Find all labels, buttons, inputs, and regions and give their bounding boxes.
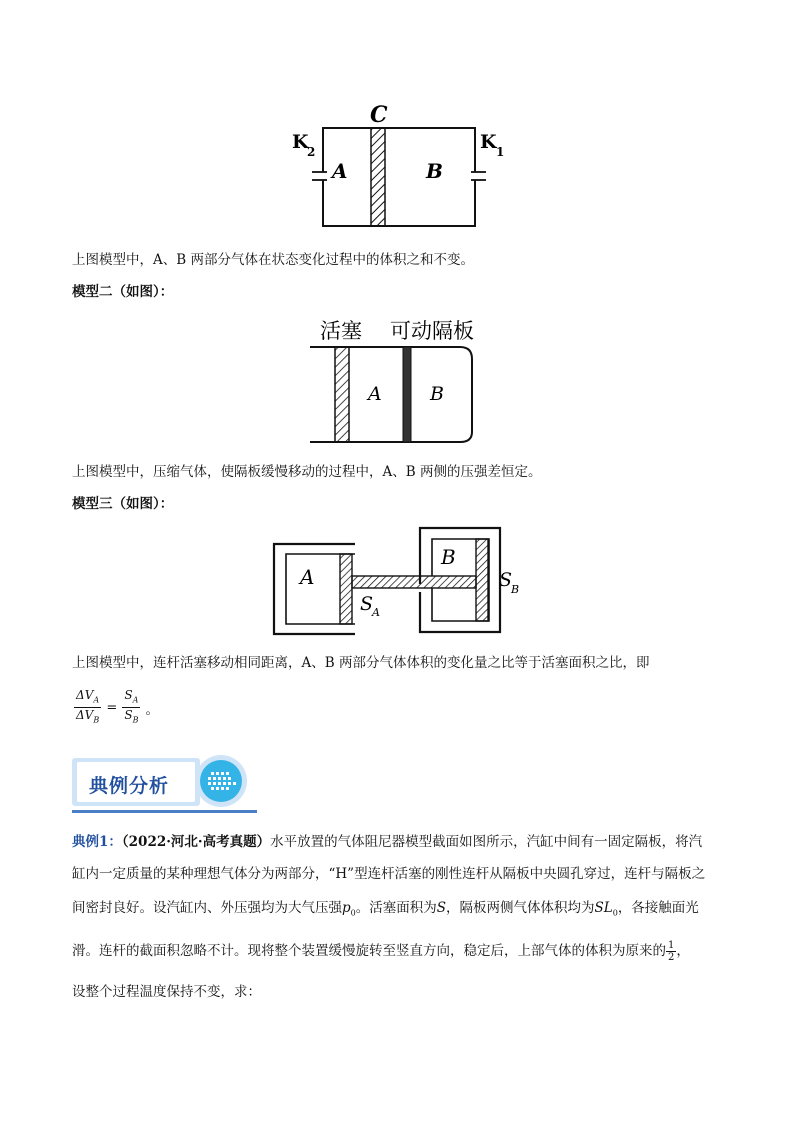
example-line-4 bbox=[72, 940, 690, 963]
label-b: B bbox=[430, 383, 444, 405]
symbol-s: S bbox=[436, 900, 446, 916]
caption-model-one: 上图模型中，A、B 两部分气体在状态变化过程中的体积之和不变。 bbox=[72, 252, 474, 268]
sb: S bbox=[124, 708, 133, 723]
label-sa-sub: A bbox=[372, 606, 380, 619]
fraction-s bbox=[122, 688, 140, 728]
delta-vb: ΔV bbox=[76, 708, 94, 723]
label-sb-sub: B bbox=[511, 583, 520, 596]
formula-volume-ratio bbox=[74, 688, 159, 728]
fraction-delta-v bbox=[74, 688, 101, 728]
label-k2: K bbox=[292, 131, 309, 153]
label-c: C bbox=[370, 102, 388, 128]
example-line-2: 缸内一定质量的某种理想气体分为两部分，“H”型连杆活塞的刚性连杆从隔板中央圆孔穿过，连杆与隔板之 bbox=[72, 866, 706, 882]
label-b: B bbox=[426, 159, 443, 183]
diagram-model-three bbox=[270, 522, 530, 642]
example-line-5: 设整个过程温度保持不变，求： bbox=[72, 984, 261, 1000]
diagram-model-two bbox=[305, 312, 495, 447]
label-a: A bbox=[368, 383, 382, 405]
label-sb: S bbox=[499, 569, 513, 591]
label-movable-partition: 可动隔板 bbox=[390, 319, 474, 343]
symbol-p-sub: 0 bbox=[350, 908, 356, 918]
fraction-one-half bbox=[666, 940, 676, 963]
example-label: 典例1： bbox=[72, 834, 122, 850]
partition-c bbox=[371, 128, 385, 226]
caption-model-two: 上图模型中，压缩气体，使隔板缓慢移动的过程中，A、B 两侧的压强差恒定。 bbox=[72, 464, 542, 480]
banner-title: 典例分析 bbox=[89, 775, 170, 797]
label-k1-sub: 1 bbox=[496, 145, 505, 159]
section-banner bbox=[72, 754, 262, 814]
label-piston: 活塞 bbox=[320, 319, 362, 343]
heading-model-two: 模型二（如图）： bbox=[72, 284, 174, 300]
delta-va: ΔV bbox=[76, 688, 94, 702]
delta-va-sub: A bbox=[93, 695, 100, 705]
banner-underline bbox=[72, 810, 257, 813]
label-a: A bbox=[300, 565, 315, 589]
symbol-sl: SL bbox=[594, 900, 613, 916]
symbol-p: p bbox=[342, 900, 351, 916]
example-line-1 bbox=[72, 832, 702, 852]
half-numerator: 1 bbox=[668, 940, 675, 951]
sa: S bbox=[124, 688, 133, 702]
delta-vb-sub: B bbox=[93, 715, 100, 725]
label-k1: K bbox=[480, 131, 497, 153]
line-3-part-d: ，各接触面光 bbox=[617, 900, 699, 916]
connecting-rod bbox=[352, 576, 476, 588]
line-3-part-b: 。活塞面积为 bbox=[355, 900, 437, 916]
sa-sub: A bbox=[132, 695, 139, 705]
line-4-part-a: 滑。连杆的截面积忽略不计。现将整个装置缓慢旋转至竖直方向，稳定后，上部气体的体积为原来的 bbox=[72, 943, 666, 959]
heading-model-three: 模型三（如图）： bbox=[72, 496, 174, 512]
piston-a bbox=[340, 554, 352, 624]
piston-b bbox=[476, 539, 488, 621]
line-4-part-b: ， bbox=[676, 943, 690, 959]
piston bbox=[335, 347, 349, 442]
label-sa: S bbox=[360, 593, 374, 615]
label-a: A bbox=[332, 159, 348, 183]
diagram-model-one bbox=[290, 100, 520, 235]
sb-sub: B bbox=[132, 715, 139, 725]
example-line-1-text: 水平放置的气体阻尼器模型截面如图所示，汽缸中间有一固定隔板，将汽 bbox=[270, 834, 703, 850]
line-3-part-a: 间密封良好。设汽缸内、外压强均为大气压强 bbox=[72, 900, 342, 916]
symbol-sl-sub: 0 bbox=[612, 908, 618, 918]
line-3-part-c: ，隔板两侧气体体积均为 bbox=[446, 900, 595, 916]
caption-model-three: 上图模型中，连杆活塞移动相同距离，A、B 两部分气体体积的变化量之比等于活塞面积之比，即 bbox=[72, 655, 650, 671]
movable-partition bbox=[403, 347, 411, 442]
example-line-3 bbox=[72, 898, 699, 924]
half-denominator: 2 bbox=[668, 952, 675, 963]
equals-sign: = bbox=[106, 700, 118, 716]
grid-icon bbox=[194, 754, 248, 808]
formula-period: 。 bbox=[145, 701, 160, 718]
example-source: （2022·河北·高考真题） bbox=[121, 834, 271, 850]
label-k2-sub: 2 bbox=[307, 145, 316, 159]
label-b: B bbox=[441, 545, 456, 569]
